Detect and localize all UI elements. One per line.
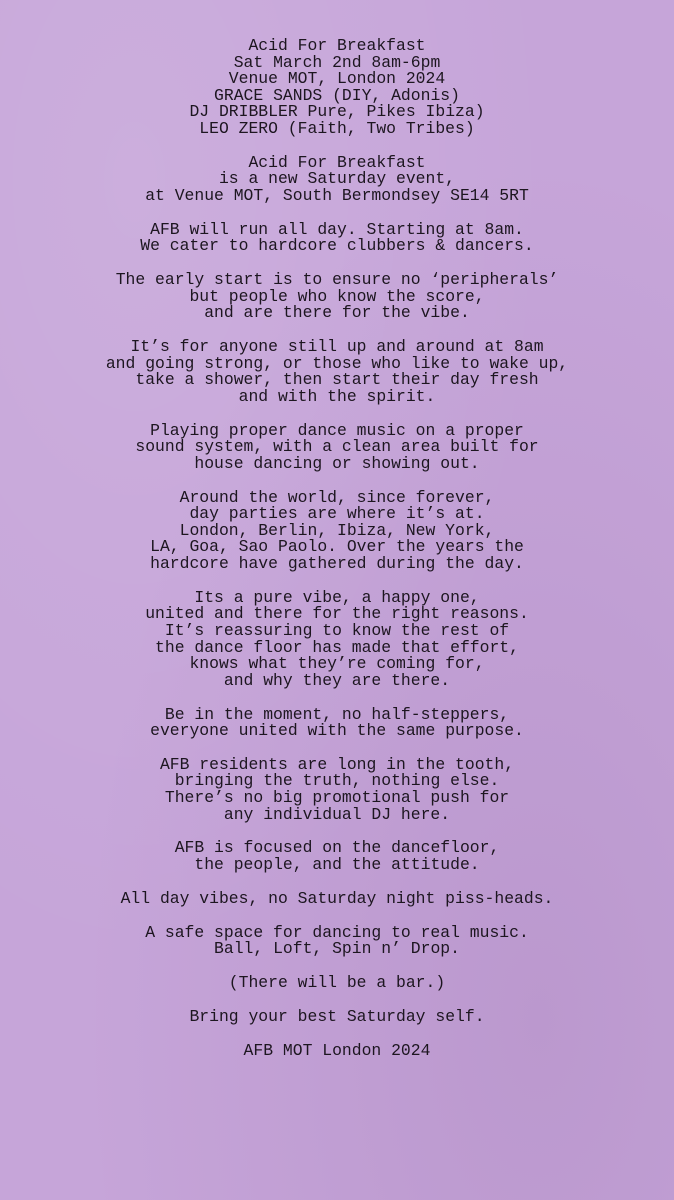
text-line: London, Berlin, Ibiza, New York,: [179, 520, 495, 540]
text-line: knows what they’re coming for,: [189, 654, 485, 674]
text-line: We cater to hardcore clubbers & dancers.: [140, 236, 534, 256]
text-line: Around the world, since forever,: [179, 487, 495, 507]
event-date: Sat March 2nd 8am-6pm: [233, 52, 441, 72]
flyer-text: [0, 38, 674, 1076]
event-header: [0, 38, 674, 138]
paragraph-early-start: [0, 272, 674, 322]
text-line: Bring your best Saturday self.: [189, 1006, 485, 1026]
text-line: the dance floor has made that effort,: [155, 637, 519, 657]
lineup-item: GRACE SANDS (DIY, Adonis): [214, 85, 460, 105]
text-line: Be in the moment, no half-steppers,: [164, 704, 510, 724]
text-line: everyone united with the same purpose.: [150, 721, 524, 741]
text-line: LA, Goa, Sao Paolo. Over the years the: [150, 537, 524, 557]
text-line: It’s for anyone still up and around at 8am: [130, 337, 544, 357]
text-line: Ball, Loft, Spin n’ Drop.: [214, 939, 460, 959]
text-line: AFB residents are long in the tooth,: [159, 754, 515, 774]
text-line: and why they are there.: [223, 670, 451, 690]
paragraph-residents: [0, 754, 674, 824]
paragraph-vibe: [0, 587, 674, 690]
text-line: AFB MOT London 2024: [243, 1040, 431, 1060]
footer-signature: [0, 1040, 674, 1060]
event-title: Acid For Breakfast: [248, 36, 426, 55]
text-line: at Venue MOT, South Bermondsey SE14 5RT: [145, 185, 529, 205]
text-line: (There will be a bar.): [228, 972, 446, 992]
text-line: and going strong, or those who like to wake up,: [105, 353, 569, 373]
paragraph-audience: [0, 339, 674, 405]
text-line: Acid For Breakfast: [248, 152, 426, 172]
text-line: AFB is focused on the dancefloor,: [174, 838, 500, 858]
text-line: hardcore have gathered during the day.: [150, 553, 524, 573]
text-line: Playing proper dance music on a proper: [150, 420, 524, 440]
paragraph-world: [0, 487, 674, 573]
lineup-item: DJ DRIBBLER Pure, Pikes Ibiza): [189, 102, 485, 122]
paragraph-bring: [0, 1006, 674, 1026]
text-line: All day vibes, no Saturday night piss-heads.: [120, 888, 554, 908]
event-venue: Venue MOT, London 2024: [228, 69, 446, 89]
text-line: day parties are where it’s at.: [189, 504, 485, 524]
text-line: take a shower, then start their day fresh: [135, 370, 539, 390]
text-line: bringing the truth, nothing else.: [174, 771, 500, 791]
paragraph-safe-space: [0, 922, 674, 959]
lineup-item: LEO ZERO (Faith, Two Tribes): [199, 118, 475, 138]
text-line: AFB will run all day. Starting at 8am.: [150, 219, 524, 239]
text-line: and are there for the vibe.: [204, 303, 470, 323]
paragraph-bar: [0, 972, 674, 992]
paragraph-focus: [0, 840, 674, 873]
text-line: house dancing or showing out.: [194, 453, 480, 473]
text-line: the people, and the attitude.: [194, 855, 480, 875]
text-line: but people who know the score,: [189, 286, 485, 306]
text-line: united and there for the right reasons.: [145, 604, 529, 624]
paragraph-schedule: [0, 219, 674, 256]
text-line: It’s reassuring to know the rest of: [164, 620, 510, 640]
text-line: A safe space for dancing to real music.: [145, 922, 529, 942]
text-line: There’s no big promotional push for: [164, 788, 510, 808]
paragraph-intro: [0, 152, 674, 205]
text-line: any individual DJ here.: [223, 804, 451, 824]
text-line: and with the spirit.: [238, 386, 436, 406]
text-line: The early start is to ensure no ‘peripherals’: [115, 270, 559, 290]
paragraph-all-day: [0, 888, 674, 908]
text-line: Its a pure vibe, a happy one,: [194, 587, 480, 607]
paragraph-music: [0, 420, 674, 473]
text-line: sound system, with a clean area built for: [135, 437, 539, 457]
text-line: is a new Saturday event,: [218, 169, 456, 189]
paragraph-moment: [0, 704, 674, 741]
